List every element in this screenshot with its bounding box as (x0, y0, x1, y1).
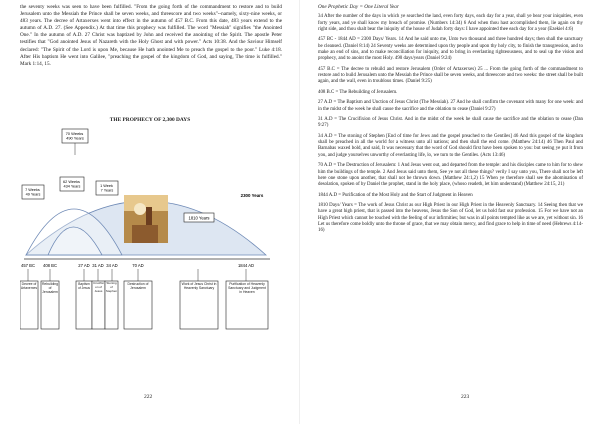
caption-connectors (28, 269, 246, 281)
label-7-weeks (25, 188, 41, 197)
label-1-week-line1: 1 Week (100, 184, 113, 188)
right-page-heading: One Prophetic Day = One Literal Year (318, 4, 399, 10)
passage-457-bc: 457 B.C = The decree to rebuild and restore Jerusalem (Order of Artaxerxes) 25 ... From the going forth of the commandment to restore and to build Jerusalem unto the Messiah the Prince shall be seven weeks, and threescore and two weeks: the street shall be built again, and the wall, even in troublous times. (Daniel 9:25) (318, 66, 583, 85)
year-70-ad: 70 AD (132, 263, 144, 268)
caption-cross-text: Crucifixion of Jesus (93, 282, 104, 293)
label-7-weeks-line2: 49 Years (25, 192, 41, 197)
left-page-number: 222 (144, 394, 153, 400)
diagram-title: THE PROPHECY OF 2,300 DAYS (109, 117, 191, 123)
prophecy-diagram-svg (20, 127, 282, 389)
passage-31-ad: 31 A.D = The Crucifixion of Jesus Christ. And in the midst of the week he shall cause the sacrifice and the oblation to cease (Dan 9:27) (318, 117, 583, 129)
caption-decree (21, 282, 38, 328)
caption-baptism (77, 282, 92, 328)
year-457-bc: 457 BC (21, 263, 35, 268)
year-markers (21, 263, 254, 268)
right-page-body (318, 4, 583, 239)
caption-baptism-text: Baptism of Jesus (78, 282, 90, 290)
year-31-ad: 31 AD (92, 263, 104, 268)
baptism-picture-light (134, 203, 146, 215)
passage-408-bc: 408 B.C = The Rebuilding of Jerusalem. (318, 89, 398, 95)
caption-stephen (106, 282, 118, 328)
right-page-number: 223 (461, 394, 470, 400)
label-70-weeks-line2: 490 Years (66, 135, 84, 141)
caption-purification (227, 282, 268, 328)
passage-1844-ad: 1844 A.D = Purification of the Most Holy and the Start of Judgment in Heaven (318, 192, 473, 198)
label-1-week-line2: 7 Years (100, 188, 114, 193)
label-70-weeks (66, 131, 85, 141)
year-27-ad: 27 AD (78, 263, 90, 268)
passage-2300-days: 457 BC - 1844 AD = 2300 Days/ Years. 14 And he said unto me, Unto two thousand and three hundred days; then shall the sanctuary be cleansed. (Daniel 8:14) 24 Seventy weeks are determined upon thy people and upon thy holy city, to finish the transgression, and to make an end of sins, and to make reconciliation for iniquity, and to bring in everlasting righteousness, and to seal up the vision and prophecy, and to anoint the most Holy. 490 days/years (Daniel 9:24) (318, 37, 583, 62)
caption-rebuild-text: Rebuilding of Jerusalem (41, 282, 59, 295)
label-70-weeks-line1: 70 Weeks (65, 131, 84, 136)
year-1844-ad: 1844 AD (237, 263, 255, 268)
passage-27-ad: 27 A.D = The Baptism and Unction of Jesus Christ (The Messiah). 27 And he shall confirm the covenant with many for one week: and in the midst of the week he shall cause the sacrifice and the oblation to cease (Daniel 9:27) (318, 100, 583, 112)
passage-34-ad: 34 A.D = The stoning of Stephen [End of time for Jews and the gospel preached to the Gentiles] 46 And this gospel of the kingdom shall be preached in all the world for a witness unto all nations; and then shall the end come. (Matthew 24:14) 46 Then Paul and Barnabas waxed bold, and said, It was necessary that the word of God should first have been spoken to you: but seeing ye put it from you, and judge yourselves unworthy of everlasting life, lo, we turn to the Gentiles. (Acts 13:46) (318, 133, 583, 158)
caption-work (181, 282, 218, 328)
label-2300-years: 2300 Years (240, 193, 264, 198)
caption-destruction-text: Destruction of Jerusalem (127, 282, 149, 291)
label-1-week (100, 184, 114, 193)
caption-decree-text: Decree of Artaxerxes (20, 282, 38, 291)
prophecy-diagram (20, 127, 282, 394)
caption-cross (93, 282, 105, 328)
passage-70-ad: 70 A.D = The Destruction of Jerusalem: 1 And Jesus went out, and departed from the temple: and his disciples came to him for to shew him the buildings of the temple. 2 And Jesus said unto them, See ye not all these things? verily I say unto you, There shall not be left here one stone upon another, that shall not be thrown down. (Matthew 24:1,2) 15 When ye therefore shall see the abomination of desolation, spoken of by Daniel the prophet, stand in the holy place, (whoso readeth, let him understand) (Matthew 24:15, 21) (318, 163, 583, 188)
label-7-weeks-line1: 7 Weeks (25, 188, 40, 192)
passage-1810-years: 1810 Days/ Years = The work of Jesus Christ as our High Priest in our High Priest in the Heavenly Sanctuary. 14 Seeing then that we have a great high priest, that is passed into the heavens, Jesus the Son of God, let us hold fast our profession. 15 For we have not an High Priest which cannot be touched with the feeling of our infirmities; but was in all points tempted like as we are, yet without sin. 16 Let us therefore come boldly unto the throne of grace, that we may obtain mercy, and find grace to help in time of need (Hebrews 4:14-16) (318, 203, 583, 234)
caption-rebuild (42, 282, 59, 328)
caption-stephen-text: Stoning of Stephen (105, 282, 118, 293)
year-34-ad: 34 AD (106, 263, 118, 268)
passage-numbers-ezekiel: 34 After the number of the days in which ye searched the land, even forty days, each day for a year, shall ye bear your iniquities, even forty years, and ye shall know my breach of promise. (Numbers 14:34) 6 And when thou hast accomplished them, lie again on thy right side, and thou shalt bear the iniquity of the house of Judah forty days: I have appointed thee each day for a year (Ezekiel 4:6) (318, 14, 583, 32)
caption-purification-text: Purification of Heavenly Sanctuary and Judgment in Heaven (228, 282, 266, 295)
label-62-weeks (63, 180, 81, 189)
label-1810-years: 1810 Years (188, 215, 210, 221)
caption-work-text: Work of Jesus Christ in Heavenly Sanctuary (181, 282, 217, 291)
caption-destruction (125, 282, 152, 328)
caption-texts (21, 282, 268, 328)
label-62-weeks-line1: 62 Weeks (63, 180, 80, 184)
baptism-picture-ground (132, 225, 158, 243)
label-62-weeks-line2: 434 Years (63, 184, 81, 189)
year-408-bc: 408 BC (43, 263, 57, 268)
left-page-paragraph: the seventy weeks was seen to have been fulfilled. "From the going forth of the commandment to restore and to build Jerusalem unto the Messiah the Prince shall be seven weeks, and threescore and two weeks"--namely, sixty-nine weeks, or 483 years. The decree of Artaxerxes went into effect in the autumn of 457 B.C. From this date, 483 years extend to the autumn of A.D. 27. (See Appendix.) At that time this prophecy was fulfilled. The word "Messiah" signifies "the Anointed One." In the autumn of A.D. 27 Christ was baptized by John and received the anointing of the Spirit. The apostle Peter testifies that "God anointed Jesus of Nazareth with the Holy Ghost and with power." Acts 10:38. And the Saviour Himself declared: "The Spirit of the Lord is upon Me, because He hath anointed Me to preach the gospel to the poor." Luke 4:18. After His baptism He went into Galilee, "preaching the gospel of the kingdom of God, and saying, The time is fulfilled." Mark 1:14, 15. (20, 4, 282, 67)
